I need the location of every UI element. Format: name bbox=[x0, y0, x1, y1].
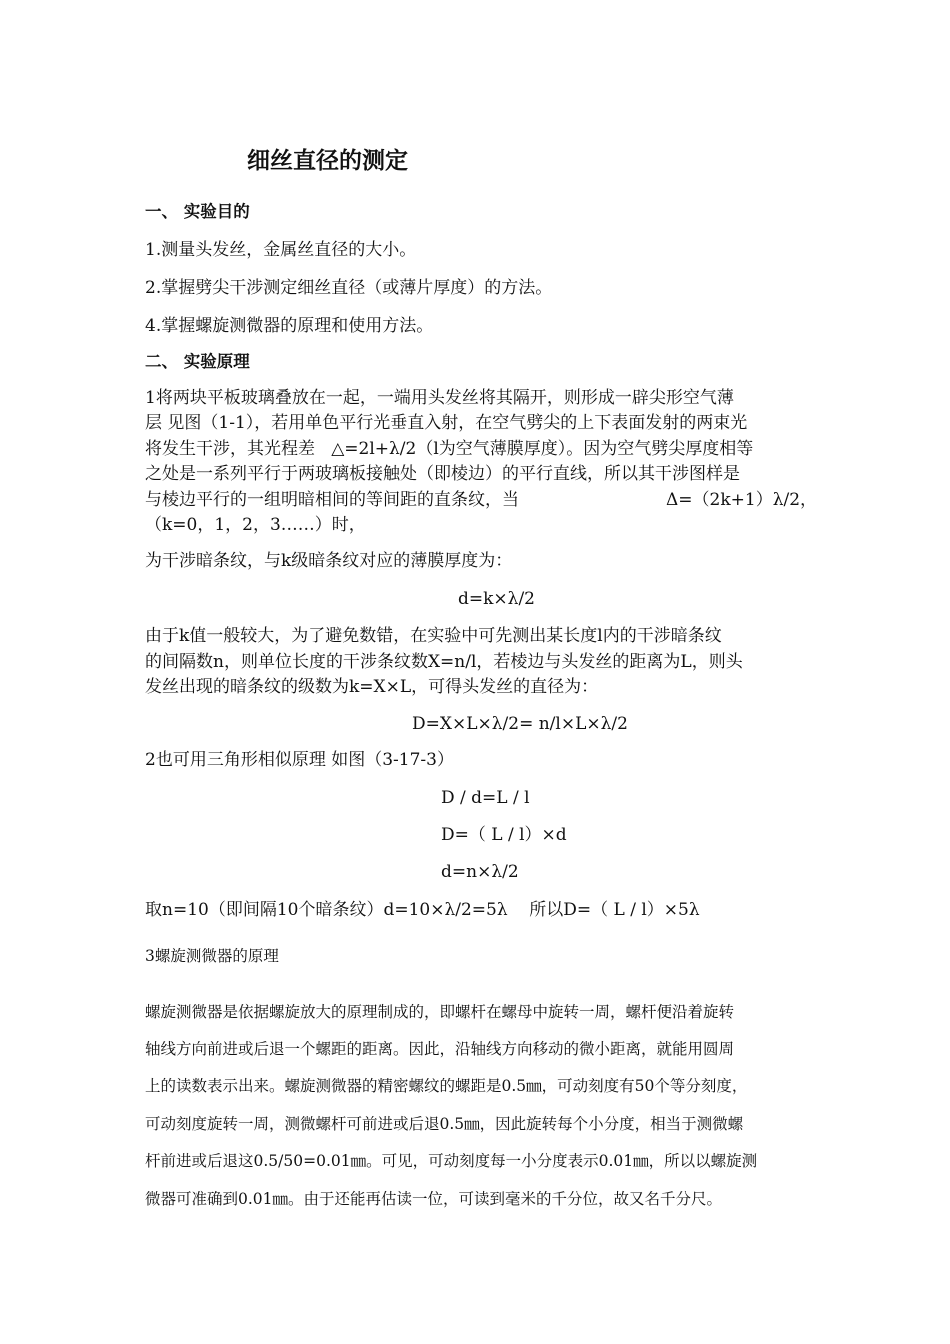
paragraph-line: 杆前进或后退这0.5/50=0.01㎜。可见，可动刻度每一小分度表示0.01㎜，所以以螺旋测 bbox=[145, 1152, 758, 1170]
dark-fringe-condition: Δ=（2k+1）λ/2， bbox=[666, 490, 818, 510]
subsection-heading: 3螺旋测微器的原理 bbox=[145, 947, 279, 965]
paragraph-line: 轴线方向前进或后退一个螺距的距离。因此，沿轴线方向移动的微小距离，就能用圆周 bbox=[145, 1040, 735, 1058]
paragraph-line: 微器可准确到0.01㎜。由于还能再估读一位，可读到毫米的千分位，故又名千分尺。 bbox=[145, 1190, 723, 1208]
paragraph-line: 可动刻度旋转一周，测微螺杆可前进或后退0.5㎜，因此旋转每个小分度，相当于测微螺 bbox=[145, 1115, 744, 1133]
paragraph-line: 之处是一系列平行于两玻璃板接触处（即棱边）的平行直线，所以其干涉图样是 bbox=[145, 464, 740, 484]
paragraph-line: 层 见图（1-1），若用单色平行光垂直入射，在空气劈尖的上下表面发射的两束光 bbox=[145, 413, 748, 433]
formula-diameter: D=X×L×λ/2= n/l×L×λ/2 bbox=[412, 714, 628, 734]
objective-item: 2.掌握劈尖干涉测定细丝直径（或薄片厚度）的方法。 bbox=[145, 278, 553, 298]
paragraph-line: 2也可用三角形相似原理 如图（3-17-3） bbox=[145, 750, 454, 770]
paragraph-line: 螺旋测微器是依据螺旋放大的原理制成的，即螺杆在螺母中旋转一周，螺杆便沿着旋转 bbox=[145, 1003, 735, 1021]
paragraph-line: 由于k值一般较大，为了避免数错，在实验中可先测出某长度l内的干涉暗条纹 bbox=[145, 626, 722, 646]
formula-film-thickness: d=k×λ/2 bbox=[458, 589, 535, 609]
objective-item: 4.掌握螺旋测微器的原理和使用方法。 bbox=[145, 316, 434, 336]
paragraph-line: 上的读数表示出来。螺旋测微器的精密螺纹的螺距是0.5㎜，可动刻度有50个等分刻度， bbox=[145, 1077, 748, 1095]
formula-ratio: D / d=L / l bbox=[441, 788, 530, 808]
formula-d: d=n×λ/2 bbox=[441, 862, 519, 882]
paragraph-line: 的间隔数n，则单位长度的干涉条纹数X=n/l，若棱边与头发丝的距离为L，则头 bbox=[145, 652, 743, 672]
page-title: 细丝直径的测定 bbox=[247, 148, 408, 174]
paragraph-line: 发丝出现的暗条纹的级数为k=X×L，可得头发丝的直径为： bbox=[145, 677, 599, 697]
section-1-heading: 一、 实验目的 bbox=[145, 202, 250, 221]
paragraph-line: （k=0，1，2，3……）时， bbox=[145, 515, 366, 535]
formula-diameter-ratio: D=（ L / l）×d bbox=[441, 825, 567, 845]
paragraph-line: 将发生干涉，其光程差 △=2l+λ/2（l为空气薄膜厚度）。因为空气劈尖厚度相等 bbox=[145, 439, 754, 459]
section-2-heading: 二、 实验原理 bbox=[145, 352, 250, 371]
paragraph-line: 取n=10（即间隔10个暗条纹）d=10×λ/2=5λ 所以D=（ L / l）×5λ bbox=[145, 900, 700, 920]
objective-item: 1.测量头发丝，金属丝直径的大小。 bbox=[145, 240, 417, 260]
paragraph-line: 为干涉暗条纹，与k级暗条纹对应的薄膜厚度为： bbox=[145, 551, 513, 571]
paragraph-line: 与棱边平行的一组明暗相间的等间距的直条纹，当 bbox=[145, 490, 519, 510]
paragraph-line: 1将两块平板玻璃叠放在一起，一端用头发丝将其隔开，则形成一辟尖形空气薄 bbox=[145, 388, 734, 408]
